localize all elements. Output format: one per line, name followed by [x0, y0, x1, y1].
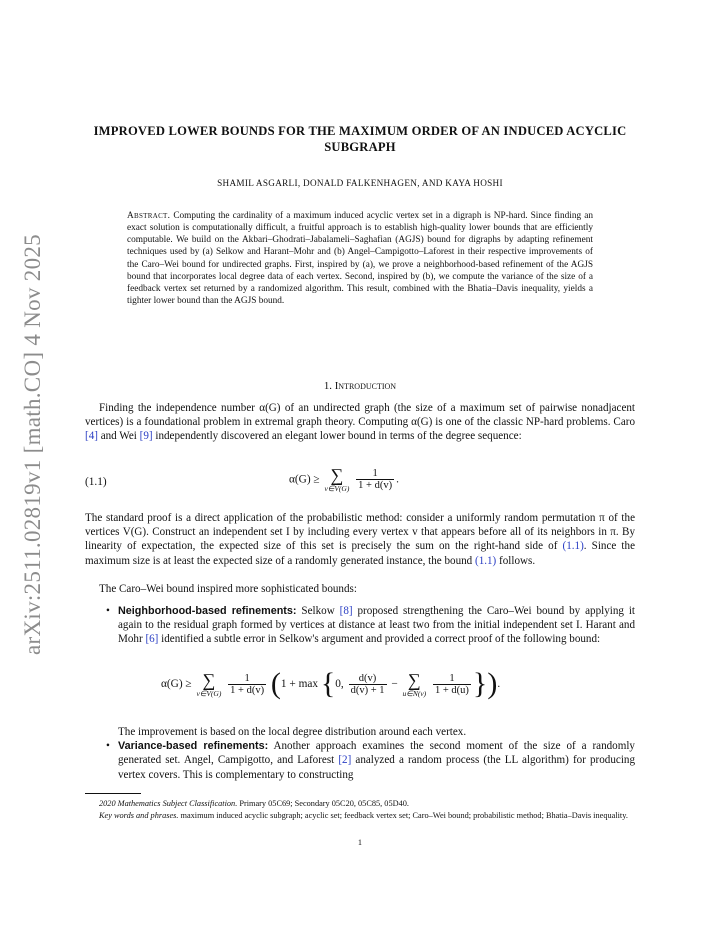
text-span: Another approach examines the second moment of the size of a randomly generated set. Angel, Campigotto, and Laforest — [118, 740, 635, 767]
equation-1-1 — [85, 466, 635, 506]
equation-number: (1.1) — [85, 476, 107, 488]
bullet-list — [106, 604, 635, 647]
fraction-denominator: d(v) + 1 — [350, 684, 385, 696]
fraction-numerator: 1 — [372, 468, 378, 479]
abstract-label: Abstract. — [127, 211, 171, 221]
paper-title: IMPROVED LOWER BOUNDS FOR THE MAXIMUM ORDER OF AN INDUCED ACYCLIC SUBGRAPH — [93, 124, 627, 154]
open-brace: { — [320, 667, 336, 700]
fraction-numerator: d(v) — [358, 672, 377, 684]
citation-link[interactable]: [6] — [145, 633, 159, 646]
fraction-numerator: 1 — [449, 672, 455, 684]
summation: ∑ v∈V(G) — [324, 465, 350, 493]
citation-link[interactable]: [2] — [338, 754, 352, 767]
fraction — [356, 468, 394, 491]
max-operator: 1 + max — [280, 678, 319, 690]
text-span: . Since the maximum size is at least the expected size of a randomly generated instance, the bound — [85, 540, 635, 567]
text-span: proposed strengthening the Caro–Wei bound by applying it again to the residual graph formed by vertices at distance at least two from the initial independent set I. Harant and Mohr — [118, 605, 635, 646]
section-heading: 1. Introduction — [323, 380, 397, 392]
close-brace: } — [472, 667, 488, 700]
summation-subscript: u∈N(v) — [402, 688, 427, 698]
footnote-label: 2020 Mathematics Subject Classification. — [99, 799, 238, 808]
footnote-text: maximum induced acyclic subgraph; acyclic set; feedback vertex set; Caro–Wei bound; probabilistic method; Bhatia–Davis inequality. — [178, 810, 628, 820]
fraction — [349, 673, 387, 696]
arxiv-identifier: arXiv:2511.02819v1 [math.CO] 4 Nov 2025 — [20, 234, 45, 655]
citation-link[interactable]: [8] — [339, 605, 353, 617]
summation: ∑ u∈N(v) — [402, 669, 427, 698]
bullet-dot: • — [106, 605, 110, 617]
fraction-denominator: 1 + d(v) — [230, 684, 265, 696]
summation: ∑ v∈V(G) — [196, 669, 222, 698]
footnote-label: Key words and phrases. — [99, 810, 179, 820]
footnote-text: Primary 05C69; Secondary 05C20, 05C85, 05D40. — [237, 799, 409, 808]
equation-tail: . — [497, 678, 501, 690]
intro-paragraph-1 — [85, 401, 635, 444]
intro-paragraph-3: The Caro–Wei bound inspired more sophisticated bounds: — [99, 583, 357, 595]
close-paren: ) — [487, 667, 498, 700]
text-span: independently discovered an elegant lower bound in terms of the degree sequence: — [152, 430, 522, 443]
text-span: identified a subtle error in Selkow's argument and provided a correct proof of the following bound: — [158, 633, 601, 646]
equation-harant-mohr — [85, 669, 635, 715]
author-list: SHAMIL ASGARLI, DONALD FALKENHAGEN, AND KAYA HOSHI — [217, 178, 503, 188]
citation-link[interactable]: [4] — [85, 430, 98, 443]
footnote-keywords — [85, 810, 635, 822]
bullet-continuation: The improvement is based on the local degree distribution around each vertex. — [118, 726, 467, 738]
bullet-item-neighborhood — [106, 604, 635, 647]
text-span: Selkow — [296, 605, 340, 617]
equation-reference-link[interactable]: (1.1) — [562, 540, 584, 553]
text-span: Finding the independence number α(G) of an undirected graph (the size of a maximum set of pairwise nonadjacent vertices) is a foundational problem in extremal graph theory. Computing α(G) is one of the classic NP-hard problems. Caro — [85, 402, 635, 429]
text-span: The standard proof is a direct application of the probabilistic method: consider a uniformly random permutation π of the vertices V(G). Construct an independent set I by including every vertex v that appears before all of its neighbors in π. By linearity of expectation, the expected size of this set is precisely the sum on the right-hand side of — [85, 512, 635, 553]
text-span: and Wei — [97, 430, 140, 443]
footnotes — [85, 798, 635, 822]
intro-paragraph-2 — [85, 511, 635, 568]
fraction-numerator: 1 — [244, 672, 250, 684]
equation-lhs: α(G) ≥ — [289, 473, 320, 486]
bullet-item-variance — [106, 739, 635, 782]
abstract — [127, 210, 593, 307]
citation-link[interactable]: [9] — [139, 430, 153, 443]
bullet-heading: Neighborhood-based refinements: — [118, 605, 297, 617]
open-paren: ( — [270, 667, 281, 700]
equation-reference-link[interactable]: (1.1) — [475, 554, 497, 567]
equation-term: 0, — [335, 678, 344, 690]
footnote-rule — [85, 793, 141, 794]
fraction-denominator: 1 + d(u) — [434, 684, 469, 696]
bullet-list-continued — [106, 725, 635, 782]
fraction-denominator: 1 + d(v) — [358, 480, 393, 491]
abstract-text: Computing the cardinality of a maximum induced acyclic vertex set in a digraph is NP-hard. Since finding an exact solution is computationally difficult, a fruitful approach is to establish high-quality lower bounds that are efficiently computable. We build on the Akbari–Ghodrati–Jabalameli–Saghafian (AGJS) bound for digraphs by adapting refinement techniques used by (a) Selkow and Harant–Mohr and (b) Angel–Campigotto–Laforest in their respective improvements of the Caro–Wei bound for undirected graphs. First, inspired by (a), we prove a neighborhood-based refinement of the AGJS bound that incorporates local degree data of each vertex. Second, inspired by (b), we compute the variance of the size of a feedback vertex set returned by a randomized algorithm. This result, combined with the Bhatia–Davis inequality, yields a tighter lower bound than the AGJS bound. — [127, 211, 594, 307]
equation-lhs: α(G) ≥ — [161, 678, 192, 690]
text-span: analyzed a random process (the LL algorithm) for producing vertex covers. This is complementary to constructing — [118, 754, 635, 781]
fraction — [228, 673, 266, 696]
summation-subscript: v∈V(G) — [196, 688, 222, 698]
footnote-msc — [85, 798, 635, 810]
summation-subscript: v∈V(G) — [324, 484, 350, 493]
page-number: 1 — [357, 838, 363, 847]
equation-tail: . — [396, 473, 399, 486]
bullet-dot: • — [106, 740, 110, 753]
minus-sign: − — [391, 678, 398, 690]
text-span: follows. — [496, 554, 536, 567]
fraction — [433, 673, 471, 696]
bullet-heading: Variance-based refinements: — [118, 740, 269, 753]
